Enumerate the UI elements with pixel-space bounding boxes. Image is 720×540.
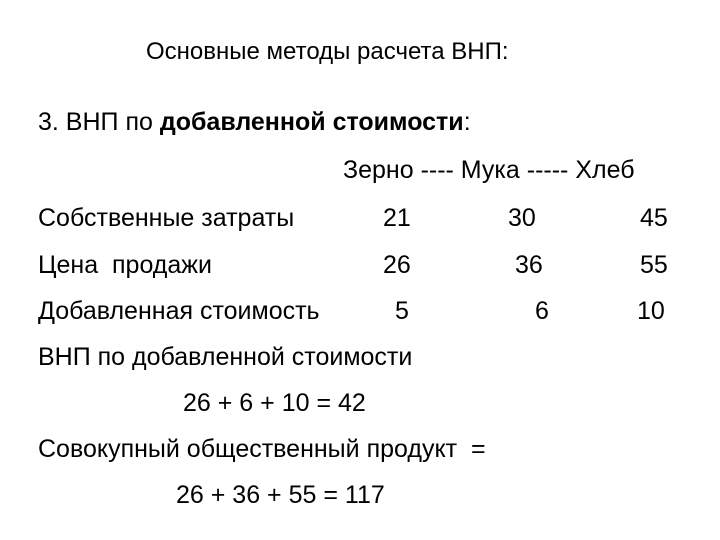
gnp-value-added-label: ВНП по добавленной стоимости [38, 343, 413, 371]
method-heading [38, 110, 471, 135]
slide-title: Основные методы расчета ВНП: [146, 38, 509, 65]
row-value-bread: 10 [637, 297, 665, 325]
row-value-bread: 55 [640, 251, 668, 279]
row-value-bread: 45 [640, 204, 668, 232]
row-value-flour: 6 [535, 297, 549, 325]
method-heading-prefix: 3. ВНП по [38, 108, 160, 136]
method-heading-bold: добавленной стоимости [159, 108, 464, 136]
row-value-flour: 30 [508, 204, 536, 232]
gnp-value-added-formula: 26 + 6 + 10 = 42 [183, 389, 366, 417]
row-value-flour: 36 [515, 251, 543, 279]
total-social-product-label: Совокупный общественный продукт = [38, 435, 486, 463]
row-label: Добавленная стоимость [38, 297, 320, 325]
total-social-product-formula: 26 + 36 + 55 = 117 [176, 481, 385, 509]
row-value-grain: 21 [383, 204, 411, 232]
row-value-grain: 5 [395, 297, 409, 325]
method-heading-suffix: : [463, 108, 471, 136]
row-value-grain: 26 [383, 251, 411, 279]
row-label: Цена продажи [38, 251, 212, 279]
columns-header: Зерно ---- Мука ----- Хлеб [343, 156, 635, 184]
row-label: Собственные затраты [38, 204, 295, 232]
